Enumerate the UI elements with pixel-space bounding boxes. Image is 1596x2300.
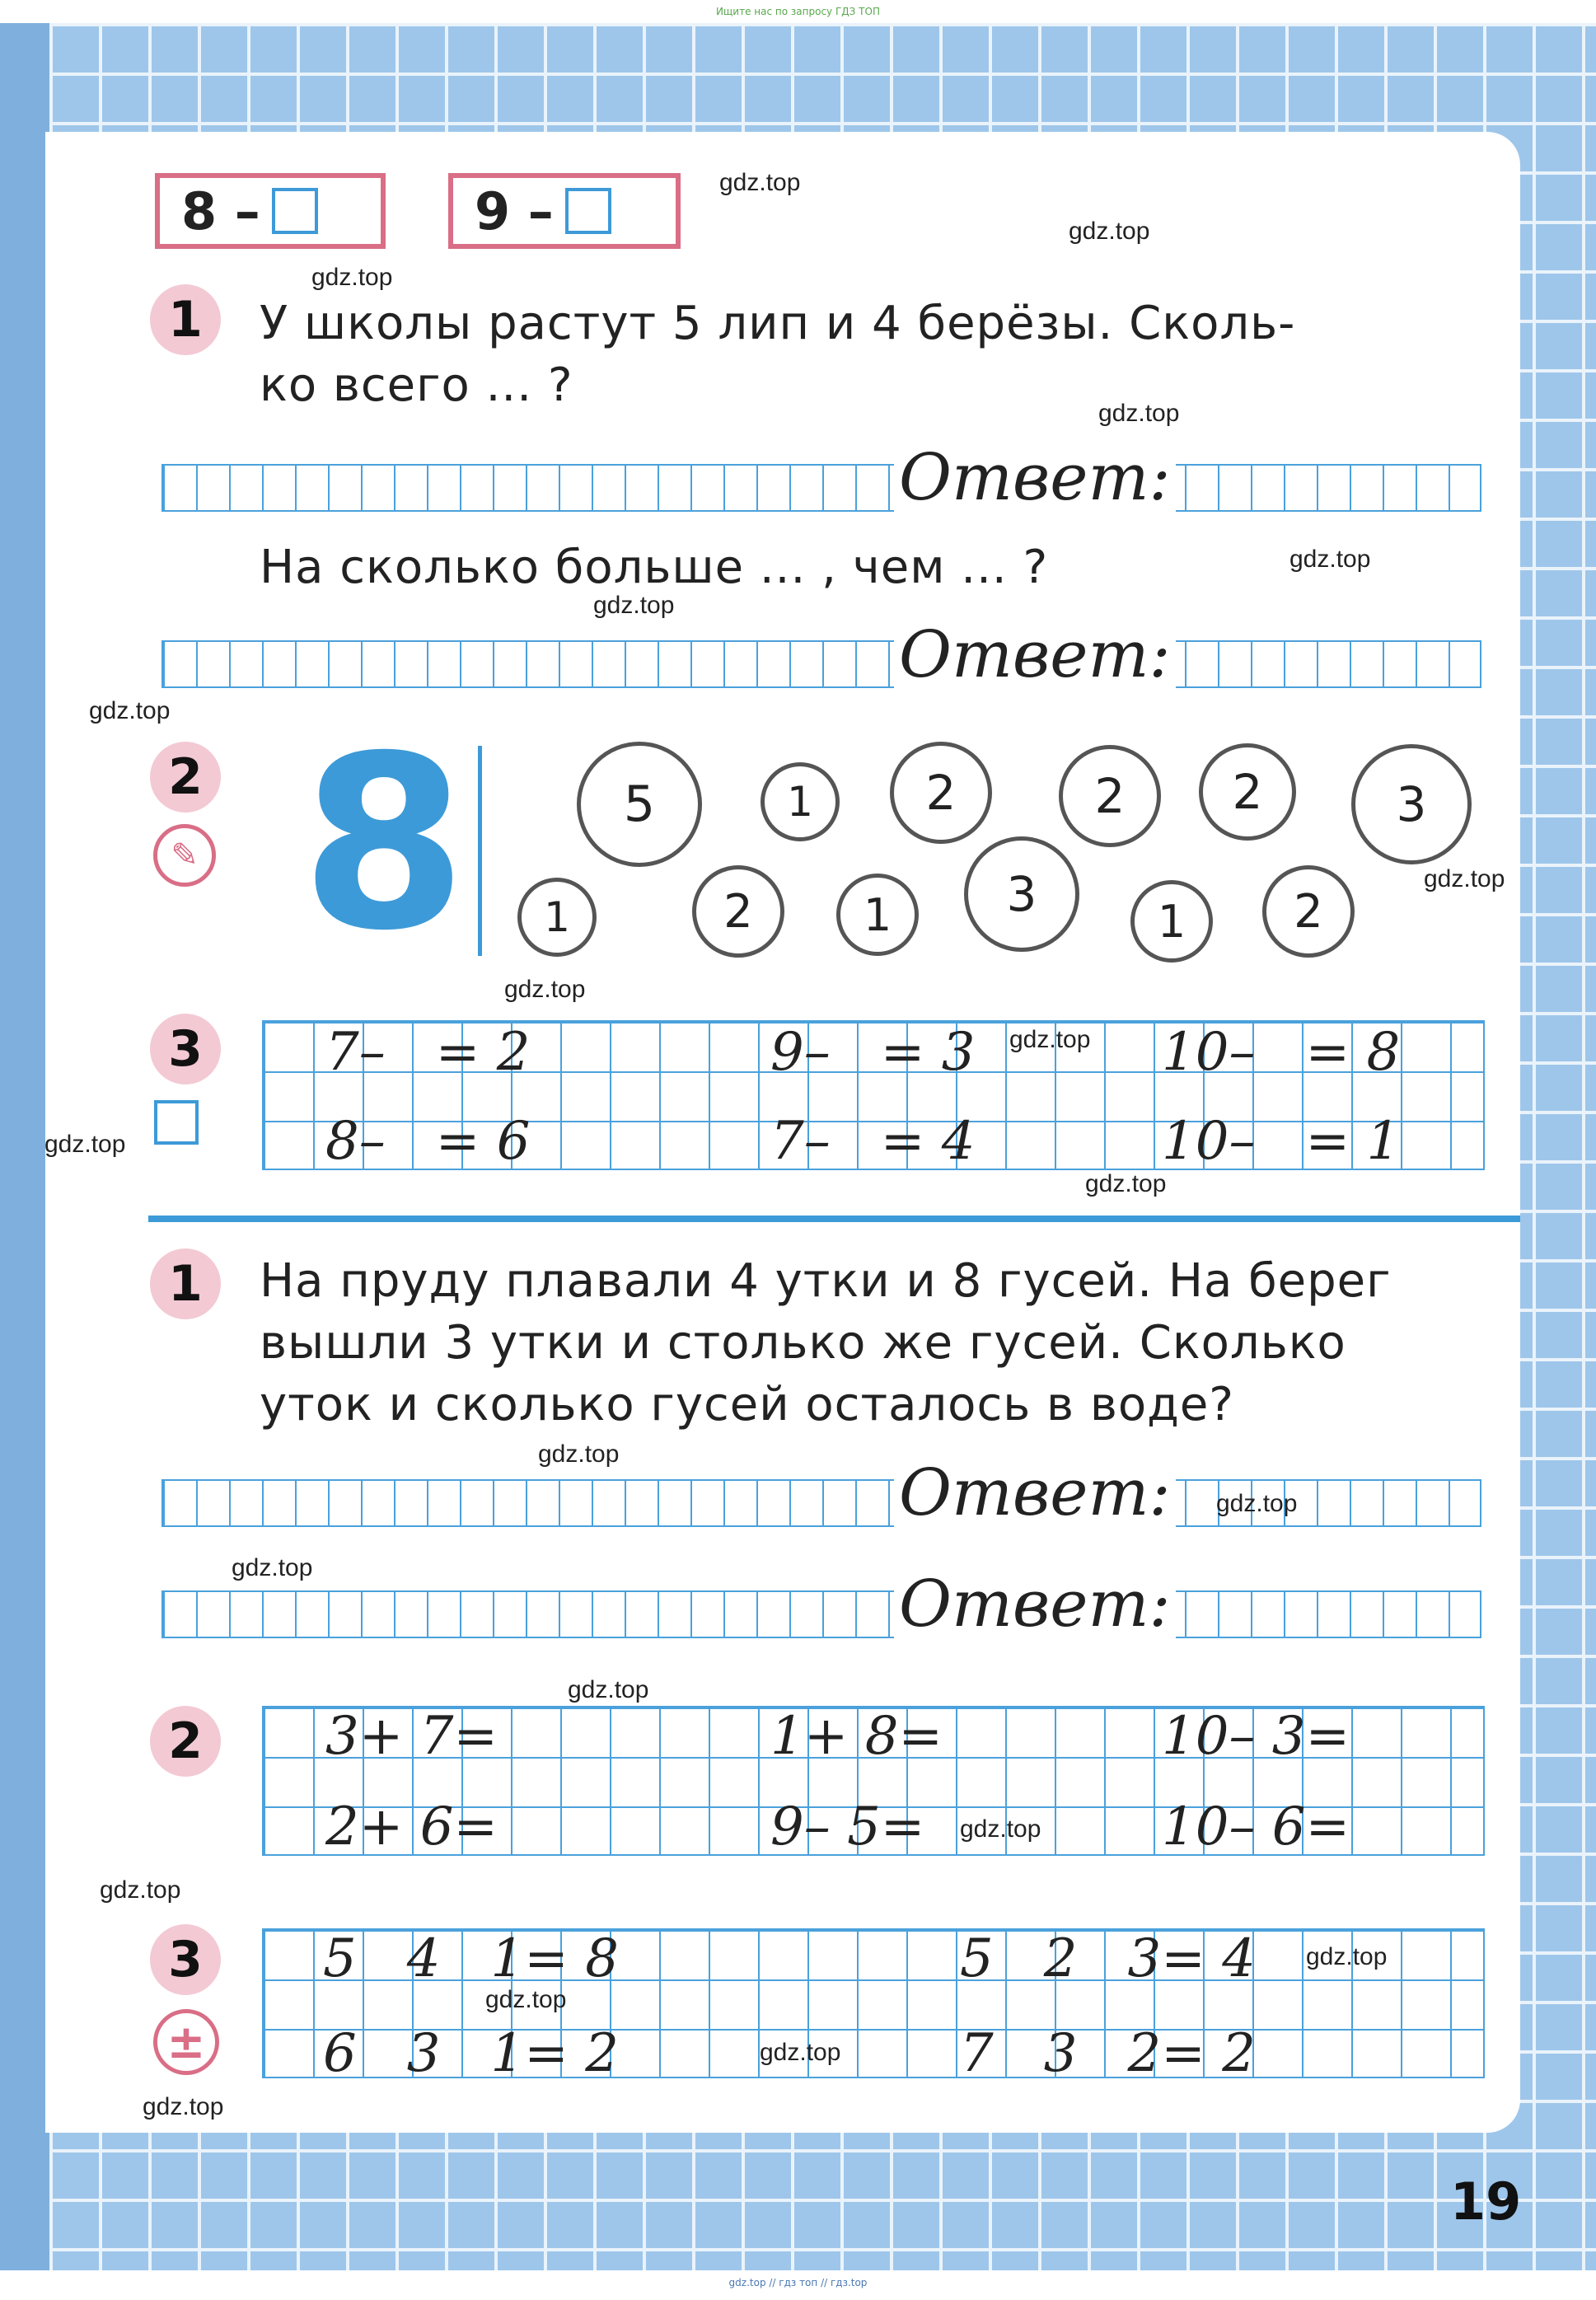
number-circle: 1 bbox=[1130, 880, 1213, 963]
task-number-badge: 2 bbox=[150, 1706, 221, 1777]
page-number: 19 bbox=[1450, 2171, 1522, 2232]
task-number-badge: 1 bbox=[150, 284, 221, 355]
watermark: gdz.top bbox=[960, 1815, 1041, 1843]
answer-row[interactable] bbox=[161, 1590, 1481, 1638]
task-number-badge: 3 bbox=[150, 1924, 221, 1995]
watermark: gdz.top bbox=[485, 1986, 567, 2013]
number-circle: 3 bbox=[1351, 744, 1472, 864]
empty-square-icon bbox=[565, 188, 611, 234]
watermark: gdz.top bbox=[1085, 1170, 1167, 1197]
section-divider bbox=[148, 1216, 1520, 1222]
watermark: gdz.top bbox=[568, 1676, 649, 1703]
task-text-line: уток и сколько гусей осталось в воде? bbox=[260, 1378, 1235, 1431]
header-box-8-label: 8 – bbox=[181, 180, 260, 241]
watermark: gdz.top bbox=[593, 592, 675, 619]
watermark: gdz.top bbox=[89, 697, 171, 724]
plus-minus-icon: ± bbox=[153, 2009, 219, 2075]
header-box-9 bbox=[448, 173, 681, 249]
equation[interactable]: 10– 3= bbox=[1162, 1706, 1350, 1767]
task-text-line: ко всего ... ? bbox=[260, 358, 573, 412]
equation[interactable]: 2+ 6= bbox=[325, 1796, 498, 1857]
number-circle: 2 bbox=[1262, 865, 1355, 958]
watermark: gdz.top bbox=[1009, 1026, 1091, 1053]
watermark: gdz.top bbox=[1069, 218, 1150, 245]
task-number-badge: 1 bbox=[150, 1248, 221, 1319]
task-text-line: вышли 3 утки и столько же гусей. Сколько bbox=[260, 1316, 1346, 1370]
answer-label: Ответ: bbox=[894, 441, 1176, 515]
bottom-banner: gdz.top // гдз топ // гдз.top bbox=[728, 2277, 868, 2288]
header-box-8 bbox=[155, 173, 386, 249]
equation[interactable]: 1+ 8= bbox=[770, 1706, 943, 1767]
answer-row[interactable] bbox=[161, 640, 1481, 688]
number-circle: 2 bbox=[1199, 743, 1296, 841]
watermark: gdz.top bbox=[311, 264, 393, 291]
number-circle: 2 bbox=[890, 742, 992, 844]
watermark: gdz.top bbox=[760, 2039, 841, 2066]
equation[interactable]: 7– = 4 bbox=[770, 1111, 976, 1172]
vertical-divider bbox=[478, 746, 482, 956]
task-number-badge: 2 bbox=[150, 742, 221, 813]
equation[interactable]: 5 2 3= 4 bbox=[960, 1928, 1256, 1989]
empty-square-icon bbox=[272, 188, 318, 234]
equation[interactable]: 9– = 3 bbox=[770, 1022, 976, 1083]
big-number: 8 bbox=[301, 705, 467, 983]
top-banner: Ищите нас по запросу ГДЗ ТОП bbox=[716, 6, 880, 17]
empty-square-icon bbox=[154, 1100, 199, 1145]
equation[interactable]: 3+ 7= bbox=[325, 1706, 498, 1767]
watermark: gdz.top bbox=[44, 1131, 126, 1158]
answer-label: Ответ: bbox=[894, 1567, 1176, 1642]
answer-label: Ответ: bbox=[894, 1456, 1176, 1530]
number-circle: 1 bbox=[836, 874, 919, 956]
watermark: gdz.top bbox=[719, 169, 801, 196]
left-binding-strip bbox=[0, 23, 49, 2270]
header-box-9-label: 9 – bbox=[475, 180, 554, 241]
pencil-icon: ✎ bbox=[153, 824, 216, 887]
watermark: gdz.top bbox=[1289, 546, 1371, 573]
task-text-line: На пруду плавали 4 утки и 8 гусей. На берег bbox=[260, 1254, 1392, 1308]
equation[interactable]: 5 4 1= 8 bbox=[323, 1928, 619, 1989]
answer-row[interactable] bbox=[161, 464, 1481, 512]
watermark: gdz.top bbox=[538, 1440, 620, 1468]
watermark: gdz.top bbox=[1424, 865, 1505, 892]
task-text-line: На сколько больше ... , чем ... ? bbox=[260, 541, 1049, 594]
equation[interactable]: 7– = 2 bbox=[325, 1022, 531, 1083]
equation[interactable]: 7 3 2= 2 bbox=[960, 2023, 1256, 2084]
watermark: gdz.top bbox=[100, 1876, 181, 1904]
equation[interactable]: 9– 5= bbox=[770, 1796, 925, 1857]
number-circle: 2 bbox=[692, 865, 784, 958]
number-circle: 2 bbox=[1059, 745, 1161, 847]
number-circle: 1 bbox=[761, 762, 840, 841]
equation[interactable]: 10– 6= bbox=[1162, 1796, 1350, 1857]
watermark: gdz.top bbox=[504, 976, 586, 1003]
equation[interactable]: 10– = 8 bbox=[1162, 1022, 1401, 1083]
answer-label: Ответ: bbox=[894, 618, 1176, 692]
watermark: gdz.top bbox=[143, 2093, 224, 2120]
task-number-badge: 3 bbox=[150, 1014, 221, 1084]
watermark: gdz.top bbox=[232, 1554, 313, 1581]
task-text-line: У школы растут 5 лип и 4 берёзы. Сколь- bbox=[260, 297, 1296, 350]
watermark: gdz.top bbox=[1098, 400, 1180, 427]
number-circle: 1 bbox=[517, 878, 597, 957]
watermark: gdz.top bbox=[1306, 1943, 1388, 1970]
number-circle: 5 bbox=[577, 742, 702, 867]
number-circle: 3 bbox=[964, 836, 1079, 952]
watermark: gdz.top bbox=[1216, 1490, 1298, 1517]
equation[interactable]: 6 3 1= 2 bbox=[323, 2023, 619, 2084]
equation[interactable]: 10– = 1 bbox=[1162, 1111, 1401, 1172]
equation[interactable]: 8– = 6 bbox=[325, 1111, 531, 1172]
